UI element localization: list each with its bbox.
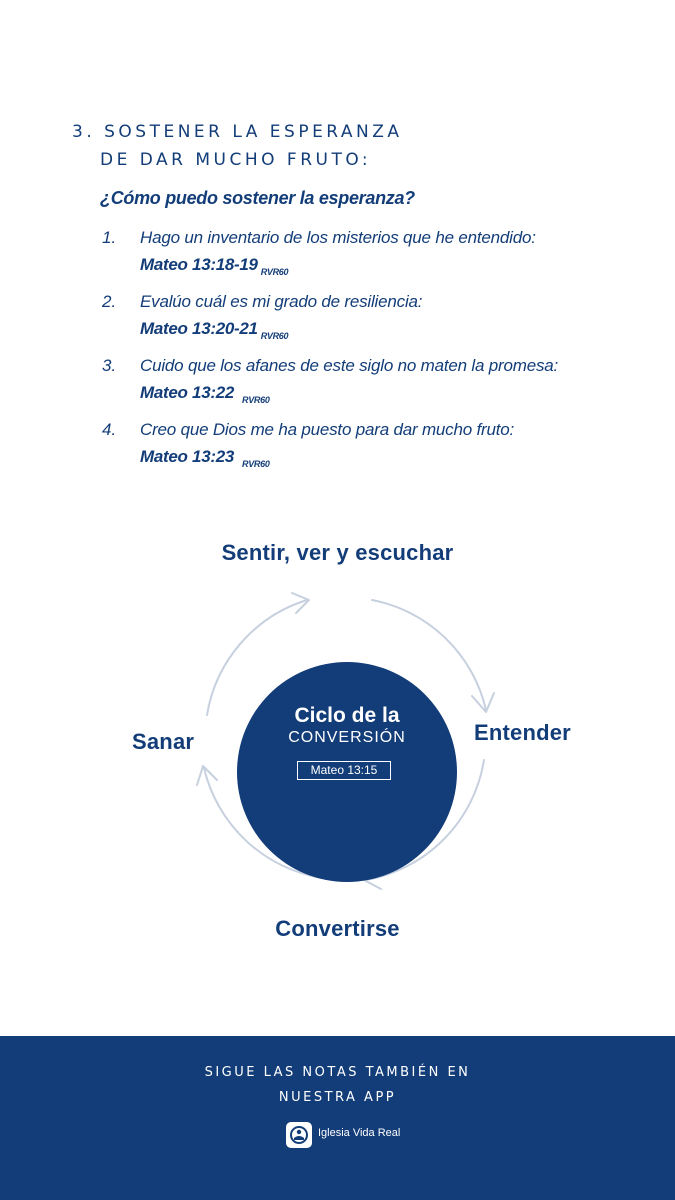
cycle-center-ref: Mateo 13:15: [297, 761, 391, 780]
conversion-cycle-diagram: [0, 520, 675, 960]
ref-text: Mateo 13:20-21: [140, 319, 258, 338]
section-title-line2: DE DAR MUCHO FRUTO:: [100, 150, 372, 170]
scripture-ref: [140, 447, 270, 467]
bible-version: RVR60: [242, 459, 270, 469]
scripture-ref: [140, 319, 288, 339]
cycle-label-top: Sentir, ver y escuchar: [221, 540, 454, 565]
step-text: Creo que Dios me ha puesto para dar mucho fruto:: [140, 420, 515, 439]
footer-cta: [0, 1060, 675, 1110]
scripture-ref: [140, 383, 270, 403]
step-number: 1.: [102, 228, 117, 247]
ref-text: Mateo 13:23: [140, 447, 235, 466]
cycle-label-bottom: Convertirse: [275, 916, 400, 941]
step-text: Cuido que los afanes de este siglo no maten la promesa:: [140, 356, 559, 375]
list-item: [100, 418, 640, 482]
step-number: 3.: [102, 356, 117, 375]
ref-text: Mateo 13:22: [140, 383, 235, 402]
steps-list: [100, 226, 640, 482]
step-number: 2.: [102, 292, 117, 311]
brand-name: Iglesia Vida Real: [318, 1127, 401, 1139]
footer-line2: NUESTRA APP: [278, 1090, 397, 1105]
cycle-center-circle: [237, 662, 457, 882]
cycle-center-title: Ciclo de la: [294, 704, 400, 727]
church-logo-icon: [286, 1122, 312, 1148]
question-heading: ¿Cómo puedo sostener la esperanza?: [100, 188, 415, 208]
footer: [0, 1036, 675, 1200]
bible-version: RVR60: [260, 331, 289, 341]
step-text: Hago un inventario de los misterios que he entendido:: [140, 228, 536, 247]
step-number: 4.: [102, 420, 117, 439]
ref-text: Mateo 13:18-19: [140, 255, 258, 274]
cycle-label-left: Sanar: [132, 729, 195, 754]
section-title-line1: 3. SOSTENER LA ESPERANZA: [72, 122, 403, 142]
list-item: [100, 290, 640, 354]
section-title: [72, 118, 403, 174]
bible-version: RVR60: [242, 395, 270, 405]
scripture-ref: [140, 255, 288, 275]
cycle-label-right: Entender: [474, 720, 571, 745]
step-text: Evalúo cuál es mi grado de resiliencia:: [140, 292, 423, 311]
list-item: [100, 226, 640, 290]
bible-version: RVR60: [260, 267, 289, 277]
list-item: [100, 354, 640, 418]
cycle-center-subtitle: CONVERSIÓN: [288, 729, 406, 746]
footer-line1: SIGUE LAS NOTAS TAMBIÉN EN: [204, 1065, 471, 1080]
